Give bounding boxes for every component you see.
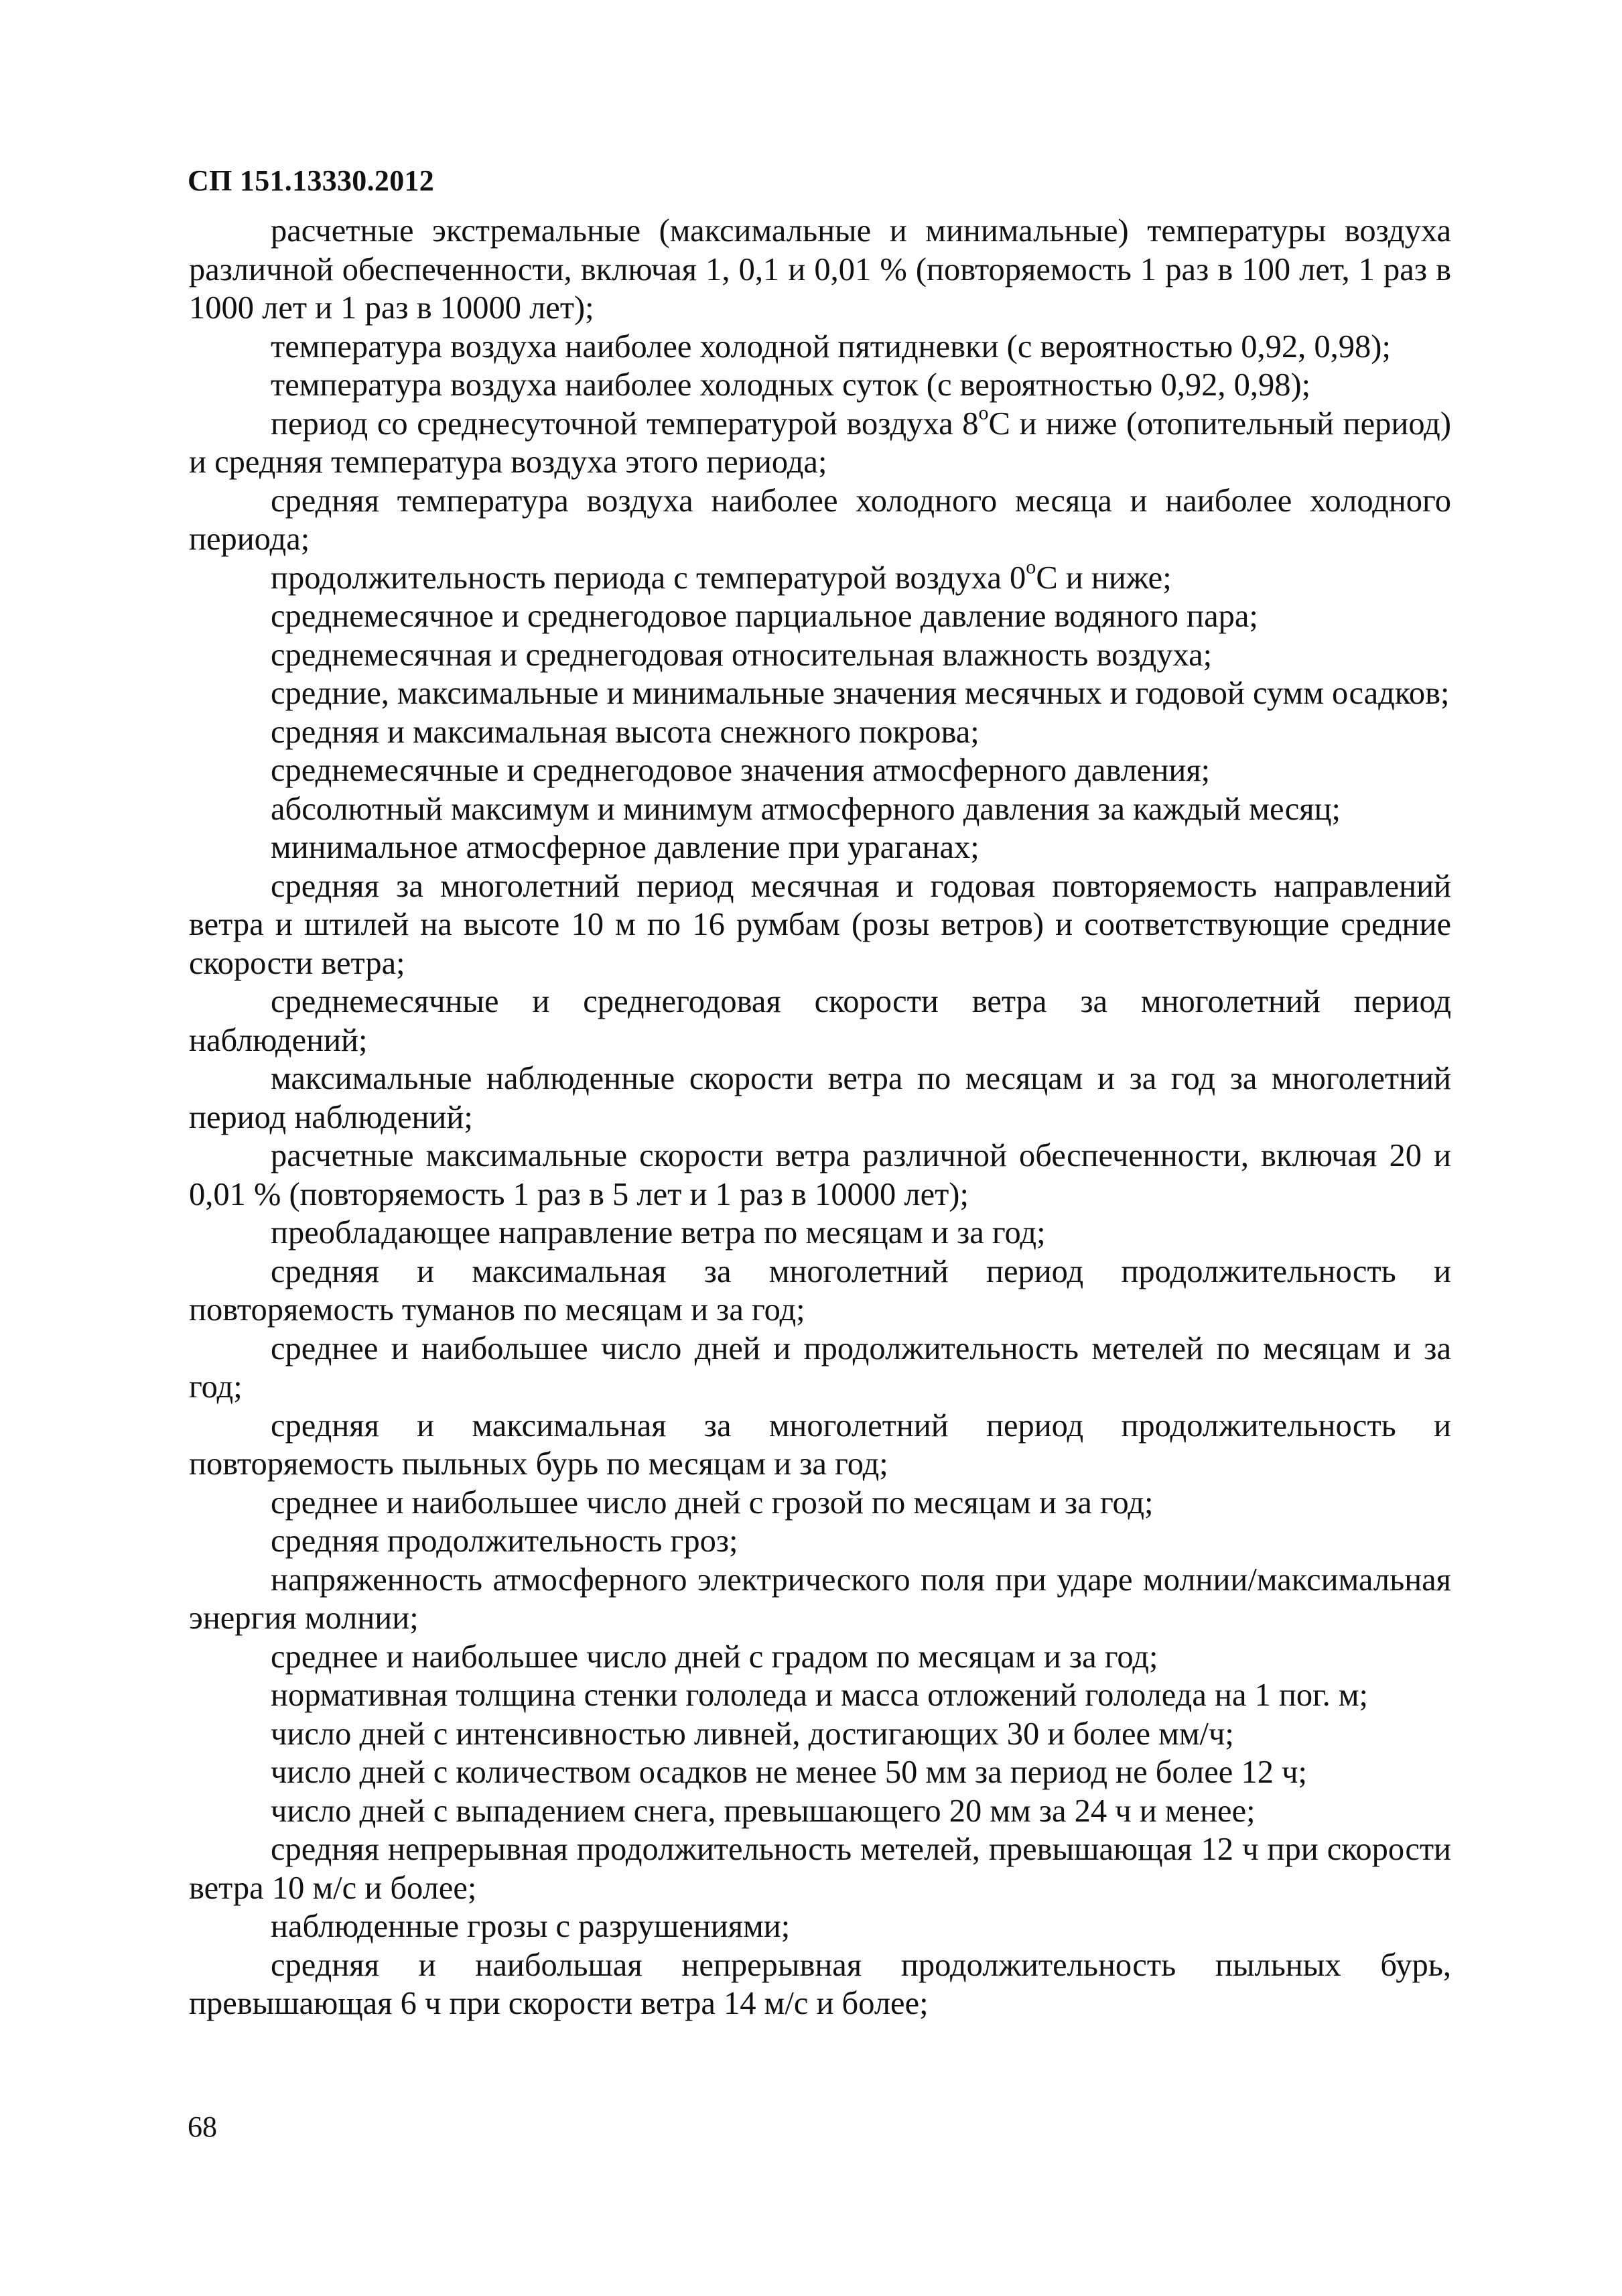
paragraph: температура воздуха наиболее холодной пятидневки (с вероятностью 0,92, 0,98); [271,328,1391,365]
paragraph: среднее и наибольшее число дней с градом по месяцам и за год; [271,1639,1158,1675]
paragraph: расчетные экстремальные (максимальные и минимальные) температуры воздуха различной обеспеченности, включая 1, 0,1 и 0,01 % (повторяемость 1 раз в 100 лет, 1 раз в 1000 лет и 1 раз в 10000 лет); [189,213,1451,326]
paragraph [189,400,1452,482]
page-number: 68 [188,2110,217,2143]
paragraph: среднее и наибольшее число дней с грозой по месяцам и за год; [271,1484,1154,1521]
degree-superscript: о [978,400,989,424]
paragraph: среднемесячные и среднегодовое значения атмосферного давления; [271,753,1211,788]
paragraph: преобладающее направление ветра по месяцам и за год; [271,1215,1046,1251]
paragraph [189,554,1451,598]
paragraph: средняя и максимальная за многолетний период продолжительность и повторяемость туманов по месяцам и за год; [189,1253,1451,1328]
paragraph: минимальное атмосферное давление при ураганах; [271,830,979,865]
degree-superscript: о [1026,554,1036,578]
paragraph: температура воздуха наиболее холодных суток (с вероятностью 0,92, 0,98); [271,367,1311,403]
paragraph: число дней с количеством осадков не менее 50 мм за период не более 12 ч; [271,1755,1307,1790]
paragraph: нормативная толщина стенки гололеда и масса отложений гололеда на 1 пог. м; [271,1677,1369,1713]
paragraph-text: период со среднесуточной температурой воздуха 8 [271,405,979,442]
paragraph: наблюденные грозы с разрушениями; [271,1909,791,1944]
paragraph: средние, максимальные и минимальные значения месячных и годовой сумм осадков; [271,676,1450,711]
document-body [189,212,1451,2023]
paragraph: средняя и наибольшая непрерывная продолжительность пыльных бурь, превышающая 6 ч при скорости ветра 14 м/с и более; [189,1947,1451,2021]
paragraph: абсолютный максимум и минимум атмосферного давления за каждый месяц; [271,791,1341,827]
paragraph: средняя продолжительность гроз; [271,1523,738,1559]
paragraph: средняя и максимальная высота снежного покрова; [271,714,979,750]
document-header: СП 151.13330.2012 [188,164,435,197]
paragraph: число дней с интенсивностью ливней, достигающих 30 и более мм/ч; [271,1716,1234,1752]
paragraph: средняя за многолетний период месячная и годовая повторяемость направлений ветра и штилей на высоте 10 м по 16 румбам (розы ветров) и соответствующие средние скорости ветра; [189,868,1451,981]
paragraph-text: С и ниже (отопительный период) и средняя температура воздуха этого периода; [189,405,1452,480]
paragraph-text: продолжительность периода с температурой воздуха 0 [271,560,1026,596]
paragraph: средняя непрерывная продолжительность метелей, превышающая 12 ч при скорости ветра 10 м/с и более; [189,1832,1451,1906]
paragraph-text: С и ниже; [1036,560,1172,596]
paragraph: среднемесячное и среднегодовое парциальное давление водяного пара; [271,598,1258,634]
paragraph: число дней с выпадением снега, превышающего 20 мм за 24 ч и менее; [271,1793,1256,1829]
paragraph: среднемесячная и среднегодовая относительная влажность воздуха; [271,637,1213,673]
paragraph: среднемесячные и среднегодовая скорости ветра за многолетний период наблюдений; [189,984,1451,1058]
paragraph: расчетные максимальные скорости ветра различной обеспеченности, включая 20 и 0,01 % (повторяемость 1 раз в 5 лет и 1 раз в 10000 лет); [189,1138,1451,1212]
paragraph: средняя и максимальная за многолетний период продолжительность и повторяемость пыльных бурь по месяцам и за год; [189,1407,1451,1482]
paragraph: максимальные наблюденные скорости ветра по месяцам и за год за многолетний период наблюдений; [189,1061,1451,1135]
paragraph: среднее и наибольшее число дней и продолжительность метелей по месяцам и за год; [189,1330,1451,1405]
paragraph: напряженность атмосферного электрического поля при ударе молнии/максимальная энергия молнии; [189,1561,1451,1636]
paragraph: средняя температура воздуха наиболее холодного месяца и наиболее холодного периода; [189,483,1451,557]
